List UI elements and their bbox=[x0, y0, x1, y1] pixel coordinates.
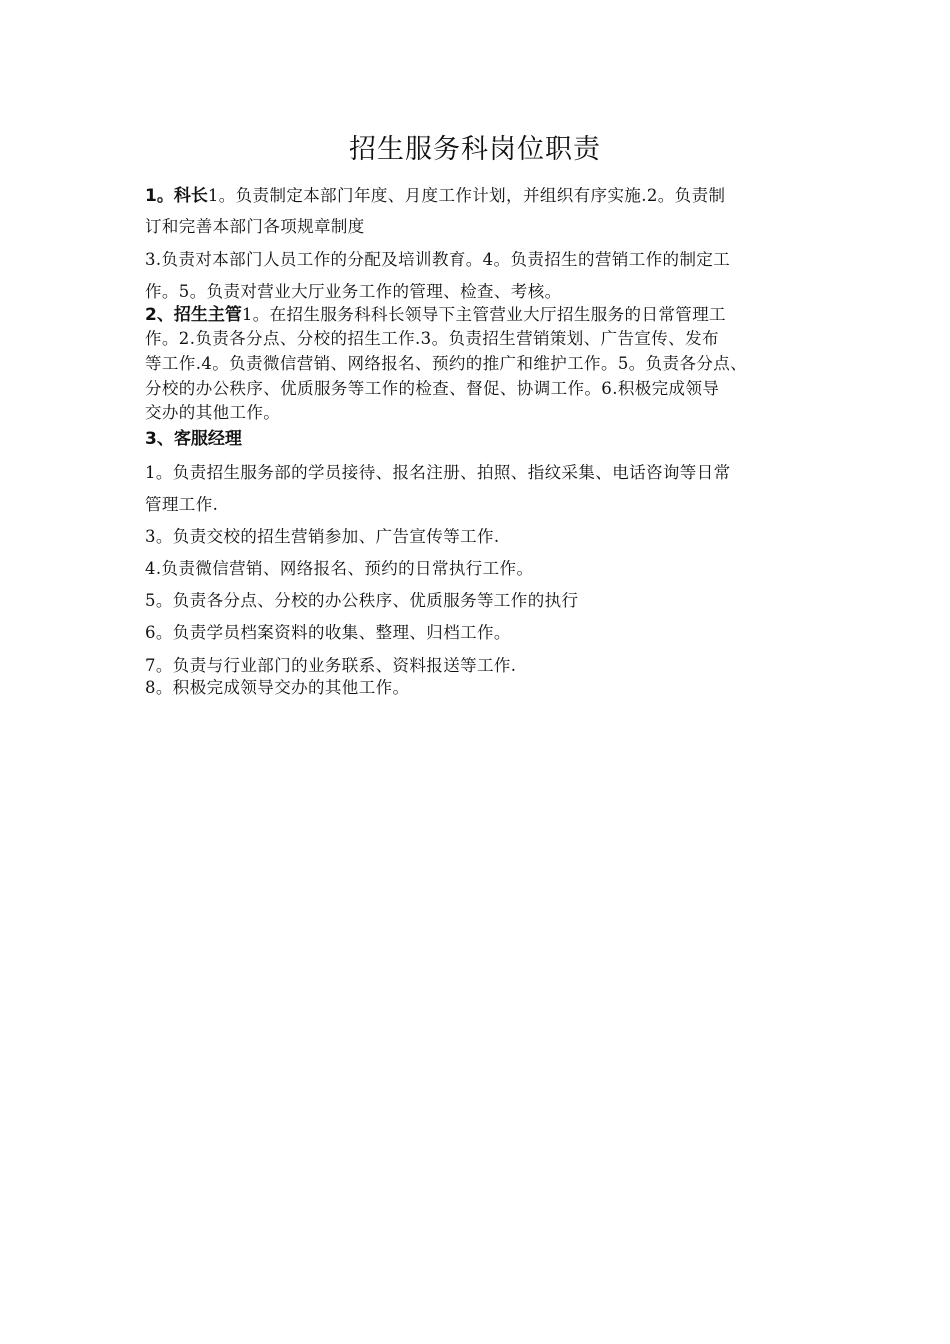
section-2-line-2: 作。2.负责各分点、分校的招生工作.3。负责招生营销策划、广告宣传、发布 bbox=[145, 329, 719, 348]
section-3-line-3: 3。负责交校的招生营销参加、广告宣传等工作. bbox=[145, 527, 500, 546]
section-1-line-1 bbox=[145, 183, 825, 209]
section-1-text: 1。负责制定本部门年度、月度工作计划，并组织有序实施.2。负责制 bbox=[207, 186, 726, 205]
section-3-heading: 3、客服经理 bbox=[145, 429, 242, 449]
section-1-line-2: 订和完善本部门各项规章制度 bbox=[145, 217, 365, 236]
section-1-line-3: 3.负责对本部门人员工作的分配及培训教育。4。负责招生的营销工作的制定工 bbox=[145, 250, 731, 269]
section-1-line-4: 作。5。负责对营业大厅业务工作的管理、检查、考核。 bbox=[145, 282, 562, 301]
section-2-line-5: 交办的其他工作。 bbox=[145, 403, 281, 422]
section-3-line-8: 8。积极完成领导交办的其他工作。 bbox=[145, 678, 410, 697]
section-2-line-1 bbox=[145, 302, 825, 328]
section-2-line-4: 分校的办公秩序、优质服务等工作的检查、督促、协调工作。6.积极完成领导 bbox=[145, 379, 720, 398]
section-3-line-5: 5。负责各分点、分校的办公秩序、优质服务等工作的执行 bbox=[145, 591, 579, 610]
section-1-heading: 1。科长 bbox=[145, 186, 208, 206]
section-3-heading-line bbox=[145, 426, 825, 452]
section-2-text: 1。在招生服务科科长领导下主管营业大厅招生服务的日常管理工 bbox=[241, 305, 726, 324]
section-3-line-1: 1。负责招生服务部的学员接待、报名注册、拍照、指纹采集、电话咨询等日常 bbox=[145, 463, 731, 482]
page-title: 招生服务科岗位职责 bbox=[349, 134, 601, 165]
section-3-line-7: 7。负责与行业部门的业务联系、资料报送等工作. bbox=[145, 656, 517, 675]
section-3-line-4: 4.负责微信营销、网络报名、预约的日常执行工作。 bbox=[145, 559, 534, 578]
section-2-line-3: 等工作.4。负责微信营销、网络报名、预约的推广和维护工作。5。负责各分点、 bbox=[145, 354, 748, 373]
section-3-line-2: 管理工作. bbox=[145, 495, 219, 514]
section-2-heading: 2、招生主管 bbox=[145, 305, 242, 325]
section-3-line-6: 6。负责学员档案资料的收集、整理、归档工作。 bbox=[145, 623, 511, 642]
